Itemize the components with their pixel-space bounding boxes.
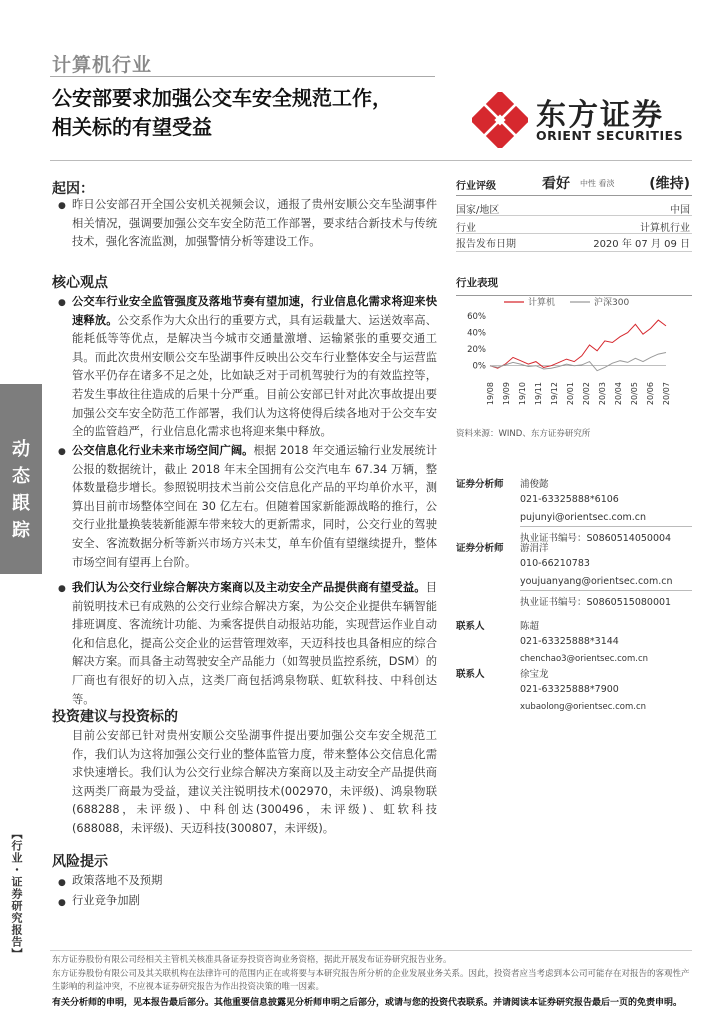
analyst-1-license: 执业证书编号：S0860514050004 xyxy=(520,533,672,544)
contact-1-name: 陈超 xyxy=(520,621,540,632)
risk-heading: 风险提示 xyxy=(52,854,108,870)
analyst-2-name: 游涓洋 xyxy=(520,543,549,554)
side-tag xyxy=(0,384,42,574)
analyst-2-role: 证券分析师 xyxy=(456,543,504,554)
bullet-icon: ● xyxy=(58,201,66,211)
footer-disclaimer: 有关分析师的申明，见本报告最后部分。其他重要信息披露见分析师申明之后部分，或请与您的投资代表联系。并请阅读本证券研究报告最后一页的免责申明。 xyxy=(52,998,683,1008)
x-tick-label: 20/06 xyxy=(646,382,655,406)
industry-performance-chart xyxy=(456,294,692,424)
analyst-1-email: pujunyi@orientsec.com.cn xyxy=(520,512,647,523)
x-tick-label: 19/09 xyxy=(502,382,511,406)
rating-others: 中性 看淡 xyxy=(580,179,615,188)
series-line-hs300 xyxy=(490,353,666,371)
chart-title: 行业表现 xyxy=(456,275,692,296)
invest-heading: 投资建议与投资标的 xyxy=(52,709,178,725)
risk-item-1: 政策落地不及预期 xyxy=(72,874,163,887)
kv-label-industry: 行业 xyxy=(456,223,476,234)
series-line-computer xyxy=(490,320,666,368)
legend-label: 计算机 xyxy=(528,298,556,308)
analyst-2-tel: 010-66210783 xyxy=(520,558,590,569)
core-point-2-lead: 公交信息化行业未来市场空间广阔。 xyxy=(72,444,254,457)
analyst-divider xyxy=(520,526,692,527)
cause-heading: 起因： xyxy=(52,181,94,197)
y-tick-label: 20% xyxy=(467,345,486,356)
x-tick-label: 19/11 xyxy=(534,382,543,406)
rating-row xyxy=(456,171,692,196)
legend-label: 沪深300 xyxy=(594,298,630,308)
x-tick-label: 20/01 xyxy=(566,382,575,406)
kv-label-region: 国家/地区 xyxy=(456,205,500,216)
kv-divider xyxy=(456,233,692,234)
x-tick-label: 20/07 xyxy=(662,382,671,406)
analyst-1-tel: 021-63325888*6106 xyxy=(520,494,619,505)
bullet-icon: ● xyxy=(58,584,66,594)
x-tick-label: 19/08 xyxy=(486,382,495,406)
core-point-3-lead: 我们认为公交行业综合解决方案商以及主动安全产品提供商有望受益。 xyxy=(72,581,426,594)
footer-line-2: 东方证券股份有限公司及其关联机构在法律许可的范围内正在或将要与本研究报告所分析的企业发展业务关系。因此，投资者应当考虑到本公司可能存在对报告的客观性产生影响的利益冲突，不应视本证券研究报告为作出投资决策的唯一因素。 xyxy=(52,969,690,992)
footer-divider xyxy=(50,950,692,951)
orient-logo-icon xyxy=(472,92,528,148)
core-point-1-body: 公交系作为大众出行的重要方式，具有运载量大、运送效率高、能耗低等等优点，是解决当今城市交通量激增、运输紧张的重要交通工具。而此次贵州安顺公交车坠湖事件反映出公交车行业整体安全与运营监管水平仍存在诸多不足之处，比如缺乏对于司机驾驶行为的有效监控等，若发生事故往往造成的后果十分严重。目前公安部已针对此次事故提出要加强公交车安全防范工作部署，我们认为这将使得后续各地对于公交车安全的监管趋严，行业信息化需求也将迎来集中释放。 xyxy=(72,313,437,439)
x-tick-label: 19/12 xyxy=(550,382,559,406)
kv-value-industry: 计算机行业 xyxy=(640,223,690,234)
analyst-2-email: youjuanyang@orientsec.com.cn xyxy=(520,576,673,587)
footer-line-1: 东方证券股份有限公司经相关主管机关核准具备证券投资咨询业务资格，据此开展发布证券研究报告业务。 xyxy=(52,955,452,965)
analyst-2-license: 执业证书编号：S0860515080001 xyxy=(520,597,672,608)
x-tick-label: 20/02 xyxy=(582,382,591,406)
core-point-1 xyxy=(72,293,437,442)
side-tag-text: 动态跟踪 xyxy=(12,439,30,541)
analyst-1-role: 证券分析师 xyxy=(456,479,504,490)
contact-2-role: 联系人 xyxy=(456,669,485,680)
bullet-icon: ● xyxy=(58,898,66,908)
logo-en-text: ORIENT SECURITIES xyxy=(536,128,684,143)
contact-1-email: chenchao3@orientsec.com.cn xyxy=(520,654,649,664)
main-divider xyxy=(50,160,692,161)
title-line-1: 公安部要求加强公交车安全规范工作， xyxy=(52,86,392,110)
industry-label: 计算机行业 xyxy=(52,54,153,76)
x-tick-label: 20/04 xyxy=(614,382,623,406)
kv-label-date: 报告发布日期 xyxy=(456,239,516,250)
rating-label: 行业评级 xyxy=(456,181,496,192)
cause-text: 昨日公安部召开全国公安机关视频会议，通报了贵州安顺公交车坠湖事件相关情况，强调要加强公交车安全防范工作部署，要求结合新技术与传统技术，强化客流监测，加强警情分析等建设工作。 xyxy=(72,198,437,249)
core-point-1-lead: 公交车行业安全监管强度及落地节奏有望加速，行业信息化需求将迎来快速释放。 xyxy=(72,295,437,327)
kv-value-date: 2020 年 07 月 09 日 xyxy=(593,239,690,250)
bullet-icon: ● xyxy=(58,298,66,308)
rating-keep: (维持) xyxy=(649,176,690,192)
header-divider xyxy=(50,76,435,77)
core-point-3 xyxy=(72,579,437,709)
contact-2-name: 徐宝龙 xyxy=(520,669,549,680)
x-tick-label: 20/03 xyxy=(598,382,607,406)
core-heading: 核心观点 xyxy=(52,275,108,291)
core-point-2 xyxy=(72,442,437,572)
chart-source: 资料来源：WIND、东方证券研究所 xyxy=(456,429,591,439)
bullet-icon: ● xyxy=(58,447,66,457)
core-point-2-body: 根据 2018 年交通运输行业发展统计公报的数据统计，截止 2018 年末全国拥有公交汽电车 67.34 万辆，整体数量稳步增长。参照锐明技术当前公交信息化产品的平均单价水平，测算出目前市场整体空间在 30 亿左右。但随着国家新能源战略的推行，公交行业批量换装装新能源车带来较大的更新需求，同时，公交行业的驾驶安全、客流数据分析等新兴市场方兴未艾，单车价值有望继续提升，整体市场空间有望再上台阶。 xyxy=(72,444,437,569)
kv-divider xyxy=(456,251,692,252)
logo-cn-text: 东方证券 xyxy=(536,98,664,133)
risk-item-2: 行业竞争加剧 xyxy=(72,894,140,907)
x-tick-label: 20/05 xyxy=(630,382,639,406)
report-title xyxy=(52,84,442,142)
invest-text: 目前公安部已针对贵州安顺公交坠湖事件提出要加强公交车安全规范工作，我们认为这将加强公交行业的整体监管力度，带来整体公交信息化需求快速增长。我们认为公交行业综合解决方案商以及主动安全产品提供商这两类厂商最为受益，建议关注锐明技术(002970，未评级)、鸿泉物联(688288，未评级)、中科创达(300496，未评级)、虹软科技(688088，未评级)、天迈科技(300807，未评级)。 xyxy=(72,729,437,835)
y-tick-label: 0% xyxy=(472,361,486,372)
y-tick-label: 60% xyxy=(467,312,486,322)
contact-2-tel: 021-63325888*7900 xyxy=(520,684,619,695)
contact-1-tel: 021-63325888*3144 xyxy=(520,636,619,647)
bullet-icon: ● xyxy=(58,878,66,888)
contact-2-email: xubaolong@orientsec.com.cn xyxy=(520,702,647,712)
analyst-1-name: 浦俊懿 xyxy=(520,479,549,490)
core-point-3-body: 目前锐明技术已有成熟的公交行业综合解决方案，为公交企业提供车辆智能排班调度、客流统计功能、为乘客提供自动报站功能，实现营运作业自动化和信息化，提高公交企业的运营管理效率，天迈科技也具备相应的综合解决方案。而具备主动驾驶安全产品能力（如驾驶员监控系统，DSM）的厂商也有很好的切入点，这类厂商包括鸿泉物联、虹软科技、中科创达等。 xyxy=(72,581,437,706)
kv-divider xyxy=(456,215,692,216)
side-vertical-label: 【行业・证券研究报告】 xyxy=(10,828,23,960)
contact-1-role: 联系人 xyxy=(456,621,485,632)
x-tick-label: 19/10 xyxy=(518,382,527,406)
y-tick-label: 40% xyxy=(467,328,486,339)
rating-current: 看好 xyxy=(542,176,570,192)
title-line-2: 相关标的有望受益 xyxy=(52,115,212,139)
analyst-divider xyxy=(520,590,692,591)
kv-value-region: 中国 xyxy=(670,205,690,216)
